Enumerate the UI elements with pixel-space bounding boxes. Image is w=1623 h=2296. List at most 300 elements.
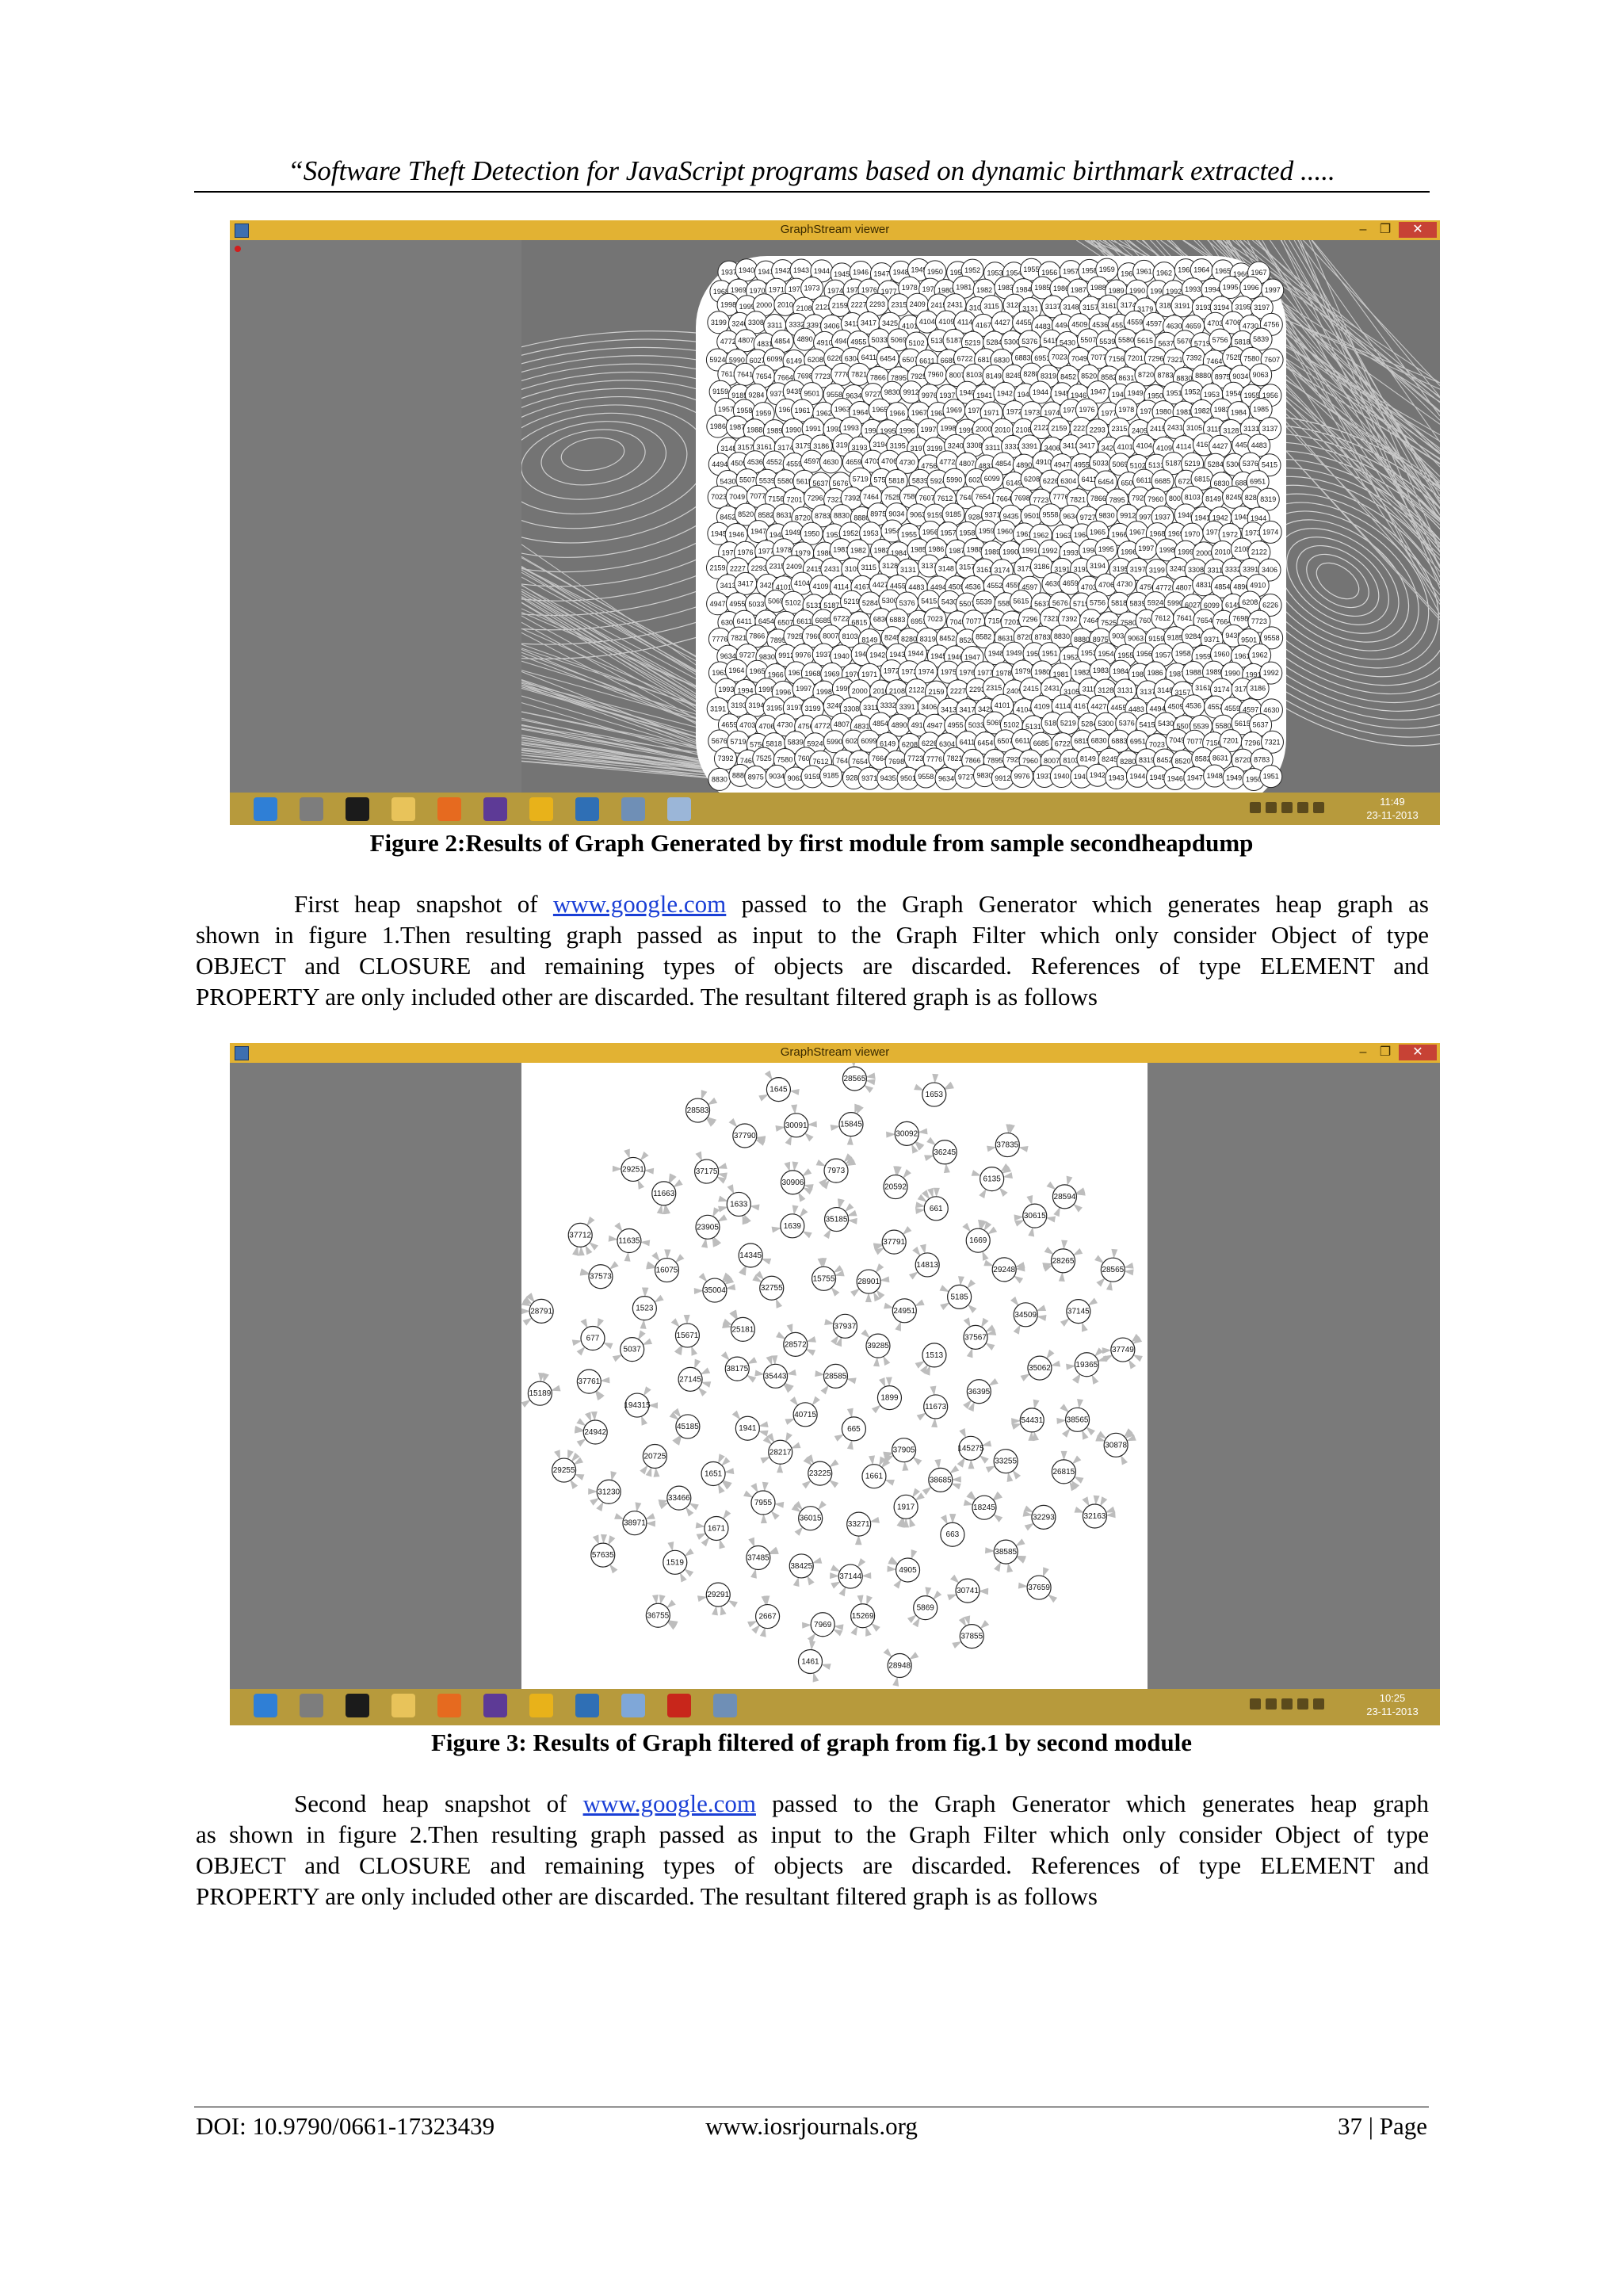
graph-node — [933, 1140, 957, 1164]
acrobat-icon[interactable] — [667, 1694, 691, 1717]
node-label: 1984 — [1015, 285, 1032, 294]
edge-arrow — [1028, 1227, 1034, 1237]
edge-arrow — [807, 1576, 814, 1585]
node-label: 4494 — [712, 460, 728, 468]
node-label: 1962 — [1155, 269, 1173, 277]
node-label: 7776 — [1052, 493, 1069, 502]
node-label: 1945 — [834, 269, 850, 278]
graph-node — [703, 1278, 727, 1302]
edge-arrow — [1066, 1364, 1075, 1370]
node-label: 1988 — [747, 426, 763, 434]
node-label: 1978 — [776, 545, 792, 554]
graph-node — [623, 1511, 647, 1535]
node-label: 28565 — [1102, 1266, 1125, 1275]
node-label: 3128 — [1098, 686, 1114, 694]
edge-arrow — [865, 1079, 875, 1085]
node-label: 7464 — [1083, 616, 1099, 625]
edge-arrow — [771, 1511, 780, 1519]
edge-arrow — [987, 1146, 997, 1152]
edge-arrow — [589, 1242, 598, 1251]
node-label: 3391 — [1022, 441, 1038, 450]
edge-arrow — [833, 1629, 843, 1637]
edge-arrow — [958, 1276, 964, 1286]
node-label: 1971 — [861, 670, 878, 679]
edge-arrow — [1026, 1195, 1033, 1205]
edge-arrow — [912, 1247, 921, 1256]
node-label: 1983 — [873, 546, 890, 555]
chrome-icon[interactable] — [529, 1694, 553, 1717]
graph-node — [727, 1192, 750, 1216]
edge-arrow — [747, 1357, 758, 1364]
node-label: 8720 — [1017, 633, 1033, 642]
folder-icon[interactable] — [391, 1694, 415, 1717]
node-label: 5033 — [871, 335, 888, 344]
node-label: 4427 — [872, 581, 888, 590]
notepad-icon[interactable] — [667, 797, 691, 821]
graph-node — [731, 1317, 754, 1341]
node-label: 28572 — [784, 1340, 807, 1350]
node-label: 4706 — [758, 722, 775, 731]
node-label: 677 — [586, 1334, 600, 1343]
edge-arrow — [802, 1168, 812, 1176]
graph-node — [924, 1197, 948, 1221]
node-label: 1950 — [1245, 775, 1262, 784]
node-label: 6815 — [1193, 475, 1210, 483]
graph-node — [793, 1403, 817, 1427]
node-label: 1943 — [1017, 390, 1033, 399]
edge-arrow — [920, 1244, 926, 1255]
node-label: 1998 — [815, 688, 832, 697]
node-label: 1990 — [785, 426, 802, 434]
node-label: 9912 — [903, 388, 919, 396]
node-label: 8452 — [720, 513, 736, 521]
node-label: 4536 — [1092, 320, 1109, 329]
google-link[interactable]: www.google.com — [582, 1790, 756, 1817]
node-label: 1945 — [710, 529, 727, 538]
graph-node — [1151, 607, 1174, 629]
node-label: 5924 — [1147, 598, 1163, 607]
node-label: 1952 — [1184, 388, 1201, 396]
minimize-button[interactable]: – — [1359, 223, 1367, 236]
node-label: 4807 — [1175, 583, 1192, 592]
node-label: 1988 — [1185, 668, 1201, 677]
graph-node — [1259, 521, 1281, 543]
figure3-screenshot — [230, 1043, 1440, 1725]
edge-arrow — [551, 1385, 561, 1392]
node-label: 1973 — [1244, 529, 1261, 537]
edge-arrow — [580, 1270, 590, 1276]
node-label: 7464 — [1206, 357, 1223, 365]
node-label: 9435 — [786, 388, 803, 396]
node-label: 1963 — [712, 668, 728, 677]
node-label: 7960 — [1148, 495, 1164, 504]
node-label: 7776 — [834, 370, 850, 379]
edge-arrow — [609, 1236, 618, 1242]
node-label: 4109 — [812, 583, 829, 591]
edge-arrow — [951, 1484, 961, 1490]
node-label: 7580 — [777, 755, 793, 764]
system-tray[interactable] — [1250, 1698, 1345, 1713]
node-label: 1981 — [1176, 408, 1193, 417]
google-link[interactable]: www.google.com — [552, 890, 727, 918]
node-label: 1954 — [1006, 269, 1022, 277]
edge-arrow — [1016, 1557, 1026, 1564]
node-label: 4114 — [957, 318, 973, 327]
edge-arrow — [831, 1287, 840, 1297]
node-label: 1942 — [1089, 771, 1106, 780]
node-label: 3105 — [1186, 424, 1203, 433]
taskbar-clock[interactable] — [1353, 1691, 1432, 1718]
node-label: 3308 — [1188, 566, 1205, 575]
filtered-heap-graph — [521, 1063, 1148, 1689]
edge-arrow — [712, 1207, 720, 1217]
node-label: 6722 — [1054, 739, 1071, 748]
paragraph-text: PROPERTY are only included other are discarded. The resultant filtered graph is as follows — [196, 1882, 1098, 1910]
node-label: 5676 — [1052, 599, 1068, 608]
node-label: 5719 — [1193, 339, 1210, 348]
graph-node — [935, 768, 957, 790]
node-label: 8149 — [1079, 755, 1096, 763]
node-label: 9976 — [1014, 772, 1030, 781]
edge-arrow — [941, 1515, 948, 1525]
node-label: 6830 — [1213, 479, 1230, 487]
graph-node — [1011, 765, 1033, 787]
node-label: 4101 — [775, 583, 792, 591]
node-label: 3240 — [1169, 564, 1186, 573]
edge-arrow — [640, 1240, 650, 1246]
node-label: 1959 — [1195, 652, 1212, 661]
node-label: 2108 — [796, 304, 812, 313]
system-tray[interactable] — [1250, 802, 1345, 816]
graph-node — [652, 1182, 676, 1205]
node-label: 3105 — [1064, 688, 1080, 697]
node-label: 9284 — [846, 774, 862, 782]
node-label: 1992 — [826, 425, 842, 434]
edge-arrow — [911, 1549, 918, 1560]
edge-arrow — [698, 1387, 707, 1396]
edge-arrow — [792, 1162, 799, 1171]
visual-studio-icon[interactable] — [483, 797, 507, 821]
folder-icon[interactable] — [391, 797, 415, 821]
paragraph-text: passed to the Graph Generator which generates heap graph — [755, 1790, 1429, 1817]
graphstream-icon[interactable] — [713, 1694, 737, 1717]
node-label: 7723 — [907, 754, 924, 762]
node-label: 4109 — [938, 318, 955, 327]
node-label: 5284 — [1081, 720, 1098, 728]
node-label: 6304 — [1060, 476, 1077, 485]
node-label: 4483 — [1128, 705, 1144, 713]
edge-arrow — [915, 1361, 925, 1369]
edge-arrow — [1077, 1399, 1083, 1408]
graph-node — [705, 1516, 728, 1540]
node-label: 1977 — [1101, 409, 1117, 418]
node-label: 33255 — [995, 1457, 1018, 1466]
node-label: 1948 — [1111, 391, 1128, 399]
image-viewer-icon[interactable] — [621, 1694, 645, 1717]
node-label: 4167 — [975, 321, 991, 330]
node-label: 5376 — [1242, 460, 1258, 468]
paragraph-text: First heap snapshot of — [294, 890, 553, 918]
edge-arrow — [791, 1105, 797, 1114]
maximize-button[interactable]: ❐ — [1379, 1045, 1392, 1059]
maximize-button[interactable]: ❐ — [1379, 223, 1392, 236]
node-label: 3417 — [860, 319, 877, 327]
ie-icon[interactable] — [254, 1694, 277, 1717]
node-label: 1955 — [1023, 266, 1040, 274]
node-label: 1994 — [1204, 285, 1220, 294]
node-label: 2000 — [756, 300, 773, 309]
node-label: 6149 — [785, 357, 803, 365]
node-label: 6411 — [736, 617, 752, 626]
node-label: 5284 — [986, 338, 1002, 347]
firefox-icon[interactable] — [437, 797, 461, 821]
graph-node — [621, 1338, 644, 1362]
node-label: 5507 — [739, 476, 755, 484]
node-label: 3425 — [882, 319, 899, 328]
node-label: 1995 — [880, 426, 896, 435]
node-label: 1994 — [1082, 546, 1098, 555]
virtualbox-icon[interactable] — [575, 1694, 599, 1717]
edge-arrow — [932, 1074, 938, 1083]
graph-node — [862, 1465, 886, 1488]
close-button[interactable]: ✕ — [1399, 1045, 1437, 1060]
node-label: 29255 — [552, 1466, 575, 1476]
node-label: 7723 — [815, 372, 831, 380]
node-label: 6027 — [1185, 601, 1201, 609]
node-label: 6454 — [758, 617, 774, 625]
edge-arrow — [694, 1359, 701, 1370]
node-label: 5069 — [1112, 460, 1128, 468]
graph-node — [1126, 765, 1148, 787]
node-label: 4706 — [881, 457, 898, 466]
edge-arrow — [684, 1569, 693, 1577]
window-titlebar[interactable] — [230, 220, 1440, 240]
node-label: 4854 — [774, 337, 791, 346]
edge-arrow — [967, 1279, 976, 1289]
edge-arrow — [642, 1339, 652, 1345]
edge-arrow — [635, 1502, 641, 1512]
node-label: 5102 — [1003, 720, 1020, 729]
edge-arrow — [1061, 1240, 1067, 1250]
node-label: 3131 — [1243, 425, 1260, 434]
node-label: 3417 — [1079, 441, 1095, 450]
edge-arrow — [847, 1440, 854, 1450]
node-label: 8830 — [1176, 374, 1193, 383]
node-label: 37905 — [892, 1446, 915, 1455]
node-label: 4756 — [797, 722, 814, 731]
node-label: 3191 — [835, 441, 852, 449]
node-label: 3425 — [978, 705, 995, 714]
node-label: 6208 — [807, 356, 823, 365]
visual-studio-icon[interactable] — [483, 1694, 507, 1717]
node-label: 1956 — [922, 528, 938, 537]
node-label: 4630 — [1166, 322, 1182, 330]
node-label: 1984 — [1112, 667, 1128, 676]
node-label: 1942 — [774, 266, 791, 275]
node-label: 4552 — [766, 457, 783, 466]
node-label: 9371 — [984, 510, 1001, 519]
node-label: 7321 — [1043, 614, 1060, 623]
taskbar-clock[interactable] — [1353, 795, 1432, 822]
edge-arrow — [720, 1606, 727, 1616]
edge-arrow — [1106, 1281, 1113, 1291]
edge-arrow — [903, 1226, 912, 1235]
node-label: 1955 — [900, 530, 918, 539]
edge-arrow — [1074, 1477, 1084, 1484]
node-label: 9185 — [1167, 633, 1183, 642]
node-label: 6685 — [1154, 476, 1171, 485]
node-label: 2409 — [1006, 686, 1023, 695]
node-label: 3161 — [1101, 302, 1117, 311]
node-label: 28791 — [530, 1307, 553, 1316]
edge-arrow — [585, 1412, 591, 1422]
graph-canvas[interactable] — [521, 1063, 1148, 1689]
figure2-screenshot — [230, 220, 1440, 825]
node-label: 1980 — [1155, 407, 1172, 416]
node-label: 1982 — [976, 286, 993, 295]
node-label: 2293 — [1089, 426, 1106, 434]
node-label: 9727 — [865, 390, 881, 399]
node-label: 1992 — [1166, 287, 1182, 296]
node-label: 4509 — [948, 583, 964, 591]
node-label: 2227 — [1073, 424, 1090, 433]
node-label: 3115 — [983, 302, 999, 311]
node-label: 1947 — [1090, 388, 1106, 396]
node-label: 2122 — [908, 686, 925, 694]
node-label: 2010 — [777, 300, 793, 309]
node-label: 1965 — [872, 406, 888, 415]
paragraph-text: as shown in figure 2.Then resulting graph passed as input to the Graph Filter which only consider Object of type — [196, 1820, 1429, 1848]
node-label: 9912 — [1120, 511, 1136, 520]
edge-arrow — [751, 1625, 760, 1634]
edge-arrow — [861, 1572, 871, 1579]
minimize-button[interactable]: – — [1359, 1045, 1367, 1059]
edge-arrow — [1046, 1350, 1054, 1359]
node-label: 23225 — [808, 1469, 831, 1479]
figure3-caption: Figure 3: Results of Graph filtered of graph from fig.1 by second module — [430, 1729, 1193, 1756]
node-label: 37835 — [996, 1140, 1019, 1150]
graph-node — [966, 1228, 990, 1252]
graph-canvas[interactable] — [521, 240, 1440, 793]
node-label: 1955 — [1117, 651, 1134, 660]
node-label: 4955 — [1073, 460, 1090, 469]
node-label: 3137 — [1262, 424, 1278, 433]
graph-node — [655, 1259, 678, 1282]
node-label: 1960 — [778, 406, 795, 415]
window-titlebar[interactable] — [230, 1043, 1440, 1063]
edge-arrow — [846, 1377, 857, 1384]
edge-arrow — [1011, 1418, 1021, 1424]
graphstream-icon[interactable] — [621, 797, 645, 821]
edge-arrow — [804, 1133, 814, 1141]
node-label: 4890 — [796, 335, 813, 344]
node-label: 5219 — [1184, 460, 1201, 468]
chrome-icon[interactable] — [529, 797, 553, 821]
node-label: 8280 — [1023, 370, 1040, 379]
node-label: 1953 — [1203, 391, 1220, 399]
node-label: 6208 — [1024, 475, 1041, 483]
node-label: 9501 — [1241, 636, 1258, 644]
paragraph-line — [196, 1788, 1429, 1819]
edge-arrow — [903, 1169, 911, 1179]
edge-arrow — [857, 1595, 864, 1604]
node-label: 2293 — [750, 564, 767, 573]
node-label: 4807 — [834, 720, 850, 729]
node-label: 6951 — [1034, 353, 1051, 362]
explorer-drive-icon[interactable] — [300, 1694, 323, 1717]
graph-node — [581, 1327, 605, 1350]
edge-arrow — [750, 1568, 757, 1579]
node-label: 3308 — [747, 318, 764, 327]
edge-arrow — [1037, 1315, 1046, 1321]
node-label: 1979 — [1140, 407, 1156, 415]
node-label: 7156 — [1205, 739, 1222, 747]
node-label: 1977 — [880, 287, 897, 296]
edge-arrow — [834, 1435, 844, 1442]
edge-arrow — [894, 1580, 902, 1589]
virtualbox-icon[interactable] — [575, 797, 599, 821]
edge-arrow — [793, 1576, 800, 1587]
node-label: 4114 — [833, 583, 850, 591]
node-label: 9185 — [945, 510, 962, 519]
paragraph-1 — [196, 888, 1429, 1012]
node-label: 6685 — [940, 356, 957, 365]
node-label: 9830 — [1098, 511, 1115, 520]
node-label: 7664 — [995, 495, 1012, 503]
node-label: 7969 — [814, 1620, 832, 1629]
node-label: 8007 — [1168, 494, 1185, 502]
node-label: 15845 — [840, 1120, 862, 1129]
cmd-icon[interactable] — [346, 1694, 369, 1717]
graph-node — [1066, 1408, 1090, 1431]
node-label: 7580 — [1243, 354, 1260, 363]
paragraph-text: passed to the Graph Generator which generates heap graph as — [726, 890, 1430, 918]
node-label: 4104 — [1016, 705, 1033, 714]
node-label: 4597 — [804, 457, 820, 466]
graph-node — [707, 593, 729, 615]
node-label: 3131 — [1022, 304, 1039, 313]
node-label: 7698 — [796, 372, 813, 380]
node-label: 7023 — [1051, 353, 1067, 361]
edge-arrow — [729, 1118, 738, 1128]
node-label: 1945 — [1149, 773, 1166, 781]
explorer-drive-icon[interactable] — [300, 797, 323, 821]
ie-icon[interactable] — [254, 797, 277, 821]
node-label: 6149 — [880, 739, 896, 748]
node-label: 1960 — [1121, 269, 1137, 278]
cmd-icon[interactable] — [346, 797, 369, 821]
graph-node — [888, 1654, 911, 1678]
graph-node — [842, 1067, 866, 1091]
edge-arrow — [708, 1098, 717, 1105]
close-button[interactable]: ✕ — [1399, 222, 1437, 238]
node-label: 2415 — [930, 300, 947, 309]
edge-arrow — [892, 1676, 899, 1687]
edge-arrow — [806, 1349, 816, 1356]
node-label: 29251 — [622, 1165, 644, 1175]
node-label: 3137 — [921, 562, 938, 571]
node-label: 19365 — [1075, 1360, 1098, 1370]
node-label: 5069 — [890, 335, 907, 344]
node-label: 6507 — [1121, 479, 1137, 487]
firefox-icon[interactable] — [437, 1694, 461, 1717]
node-label: 7866 — [749, 632, 766, 640]
node-label: 9159 — [926, 510, 943, 519]
graph-nodes — [706, 258, 1283, 790]
node-label: 7925 — [1006, 755, 1022, 764]
node-label: 9185 — [731, 392, 748, 400]
graph-node — [922, 1083, 946, 1106]
